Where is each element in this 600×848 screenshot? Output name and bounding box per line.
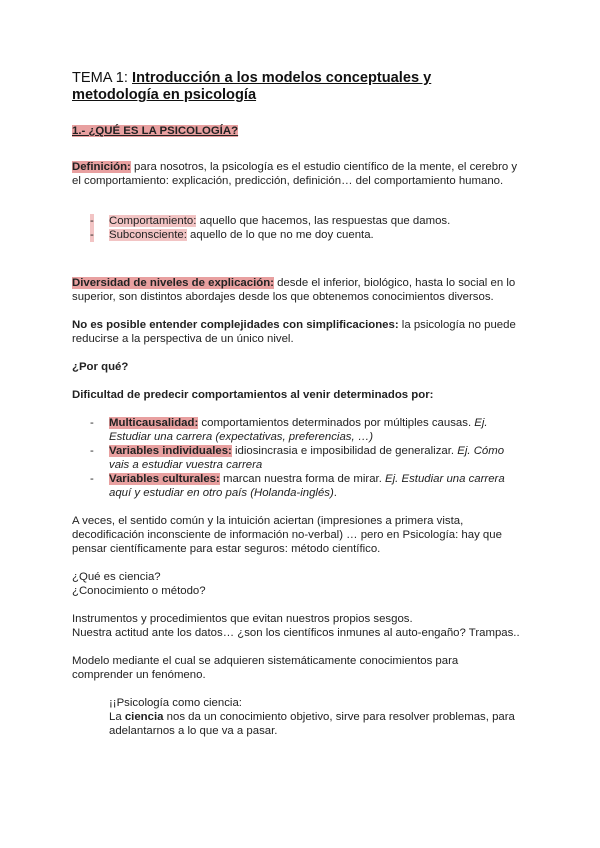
complexity-label: No es posible entender complejidades con simplificaciones: bbox=[72, 319, 399, 331]
factor-example: Ej. Cómo vais a estudiar vuestra carrera bbox=[109, 445, 505, 471]
factor-tail: . bbox=[333, 487, 337, 499]
science-def-bold: ciencia bbox=[124, 711, 164, 723]
common-sense-paragraph: A veces, el sentido común y la intuición aciertan (impresiones a primera vista, decodificación inconsciente de información no-verbal) … pero en Psicología: hay que pensar científicamente para estar seguros: método científico. bbox=[72, 515, 502, 555]
knowledge-question: ¿Conocimiento o método? bbox=[72, 585, 206, 597]
diversity-text: desde el inferior, biológico, hasta lo social en lo superior, son distintos abordajes desde los que obtenemos conocimientos diversos. bbox=[72, 277, 516, 303]
title-prefix: TEMA 1: bbox=[72, 70, 133, 86]
dash-bullet: - bbox=[90, 417, 94, 429]
attitude-line: Nuestra actitud ante los datos… ¿son los científicos inmunes al auto-engaño? Trampas.. bbox=[72, 627, 520, 639]
list-item bbox=[72, 416, 520, 444]
difficulty-heading: Dificultad de predecir comportamientos al venir determinados por: bbox=[72, 389, 434, 401]
factor-label: Variables culturales: bbox=[109, 473, 220, 485]
term-label: Comportamiento: bbox=[109, 215, 197, 227]
psychology-science-line: ¡¡Psicología como ciencia: bbox=[109, 697, 242, 709]
section-title: ¿QUÉ ES LA PSICOLOGÍA? bbox=[88, 125, 239, 137]
document-content bbox=[72, 70, 520, 738]
list-item bbox=[72, 444, 520, 472]
science-def-pre: La bbox=[109, 711, 125, 723]
instruments-line: Instrumentos y procedimientos que evitan nuestros propios sesgos. bbox=[72, 613, 413, 625]
factor-label: Multicausalidad: bbox=[109, 417, 199, 429]
science-def-post: nos da un conocimiento objetivo, sirve para resolver problemas, para adelantarnos a lo que va a pasar. bbox=[109, 711, 515, 737]
science-question: ¿Qué es ciencia? bbox=[72, 571, 161, 583]
list-item bbox=[72, 228, 520, 242]
term-desc: aquello de lo que no me doy cuenta. bbox=[186, 229, 374, 241]
section-number: 1.- bbox=[72, 125, 89, 137]
list-item bbox=[72, 472, 520, 500]
factors-list bbox=[72, 416, 520, 500]
term-desc: aquello que hacemos, las respuestas que damos. bbox=[196, 215, 451, 227]
complexity-text: la psicología no puede reducirse a la perspectiva de un único nivel. bbox=[72, 319, 516, 345]
dash-bullet: - bbox=[90, 215, 94, 227]
list-item bbox=[72, 214, 520, 228]
factor-label: Variables individuales: bbox=[109, 445, 232, 457]
diversity-label: Diversidad de niveles de explicación: bbox=[72, 277, 274, 289]
science-definition bbox=[72, 710, 520, 738]
dash-bullet: - bbox=[90, 229, 94, 241]
definition-text: para nosotros, la psicología es el estudio científico de la mente, el cerebro y el comportamiento: explicación, predicción, definición… del comportamiento humano. bbox=[72, 161, 518, 187]
why-heading: ¿Por qué? bbox=[72, 361, 129, 373]
factor-example: Ej. Estudiar una carrera aquí y estudiar en otro país (Holanda-inglés) bbox=[109, 473, 505, 499]
factor-text: idiosincrasia e imposibilidad de generalizar. bbox=[231, 445, 458, 457]
factor-example: Ej. Estudiar una carrera (expectativas, preferencias, …) bbox=[109, 417, 488, 443]
factor-text: comportamientos determinados por múltiples causas. bbox=[198, 417, 475, 429]
terms-list bbox=[72, 214, 520, 242]
term-label: Subconsciente: bbox=[109, 229, 187, 241]
model-paragraph: Modelo mediante el cual se adquieren sistemáticamente conocimientos para comprender un fenómeno. bbox=[72, 655, 459, 681]
diversity-paragraph bbox=[72, 276, 520, 304]
dash-bullet: - bbox=[90, 473, 94, 485]
page-title bbox=[72, 70, 520, 104]
section-heading bbox=[72, 124, 520, 138]
definition-paragraph bbox=[72, 160, 520, 188]
complexity-paragraph bbox=[72, 318, 520, 346]
factor-text: marcan nuestra forma de mirar. bbox=[219, 473, 386, 485]
definition-label: Definición: bbox=[72, 161, 131, 173]
dash-bullet: - bbox=[90, 445, 94, 457]
title-main: Introducción a los modelos conceptuales y metodología en psicología bbox=[72, 70, 432, 103]
